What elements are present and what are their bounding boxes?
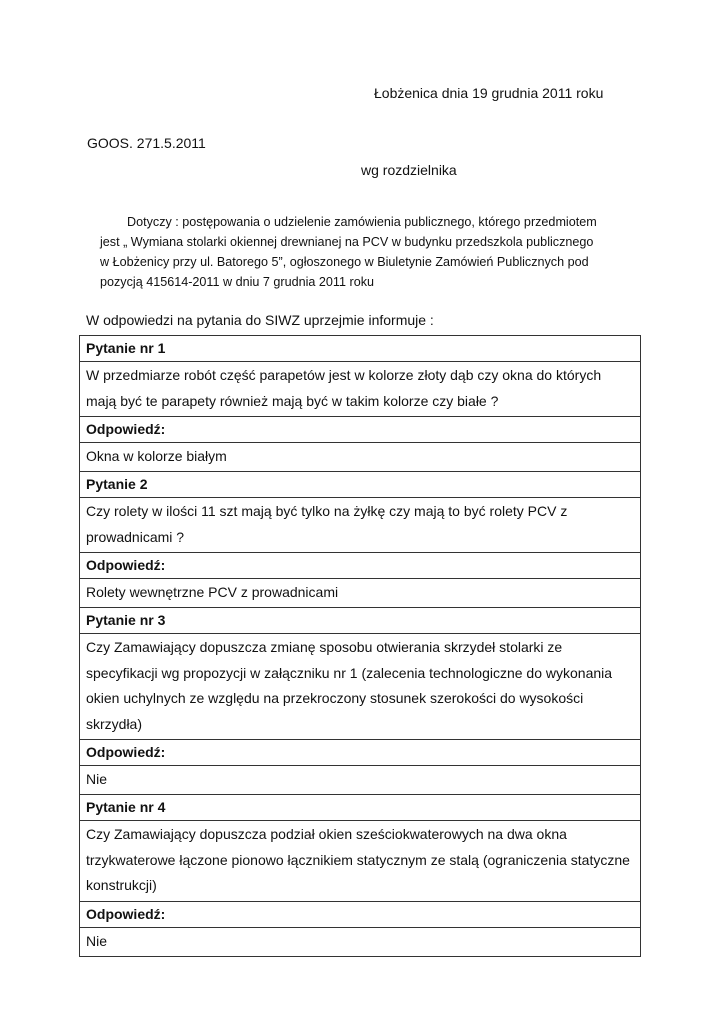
reference-number: GOOS. 271.5.2011 [87,135,206,151]
answer-text: Rolety wewnętrzne PCV z prowadnicami [80,579,641,608]
subject-line: Dotyczy : postępowania o udzielenie zamówienia publicznego, którego przedmiotem [127,215,597,229]
table-row [80,608,641,634]
document-date: Łobżenica dnia 19 grudnia 2011 roku [374,85,604,101]
question-text: Czy rolety w ilości 11 szt mają być tylko na żyłkę czy mają to być rolety PCV z prowadnicami ? [80,498,641,553]
table-row [80,927,641,956]
table-row [80,443,641,472]
table-row [80,766,641,795]
table-row [80,553,641,579]
subject-line: w Łobżenicy przy ul. Batorego 5”, ogłoszonego w Biuletynie Zamówień Publicznych pod [100,255,589,269]
table-row [80,634,641,740]
question-label: Pytanie nr 3 [80,608,641,634]
answer-label: Odpowiedź: [80,740,641,766]
table-row [80,362,641,417]
table-row [80,901,641,927]
subject-line: jest „ Wymiana stolarki okiennej drewnianej na PCV w budynku przedszkola publicznego [100,235,594,249]
table-row [80,821,641,902]
answer-label: Odpowiedź: [80,553,641,579]
question-label: Pytanie nr 4 [80,795,641,821]
answer-label: Odpowiedź: [80,901,641,927]
intro-text: W odpowiedzi na pytania do SIWZ uprzejmie informuje : [86,312,434,328]
table-row [80,795,641,821]
table-row [80,472,641,498]
question-label: Pytanie 2 [80,472,641,498]
subject-line: pozycją 415614-2011 w dniu 7 grudnia 2011 roku [100,275,374,289]
table-row [80,498,641,553]
answer-label: Odpowiedź: [80,417,641,443]
table-row [80,740,641,766]
table-row [80,417,641,443]
answer-text: Nie [80,927,641,956]
qa-table [79,335,641,957]
question-text: Czy Zamawiający dopuszcza podział okien sześciokwaterowych na dwa okna trzykwaterowe łączone pionowo łącznikiem statycznym ze stalą (ograniczenia statyczne konstrukcji) [80,821,641,902]
answer-text: Nie [80,766,641,795]
question-label: Pytanie nr 1 [80,336,641,362]
answer-text: Okna w kolorze białym [80,443,641,472]
question-text: Czy Zamawiający dopuszcza zmianę sposobu otwierania skrzydeł stolarki ze specyfikacji wg propozycji w załączniku nr 1 (zalecenia technologiczne do wykonania okien uchylnych ze względu na przekroczony stosunek szerokości do wysokości skrzydła) [80,634,641,740]
table-row [80,579,641,608]
table-row [80,336,641,362]
distribution-note: wg rozdzielnika [361,162,457,178]
question-text: W przedmiarze robót część parapetów jest w kolorze złoty dąb czy okna do których mają być te parapety również mają być w takim kolorze czy białe ? [80,362,641,417]
subject-paragraph [100,212,640,292]
